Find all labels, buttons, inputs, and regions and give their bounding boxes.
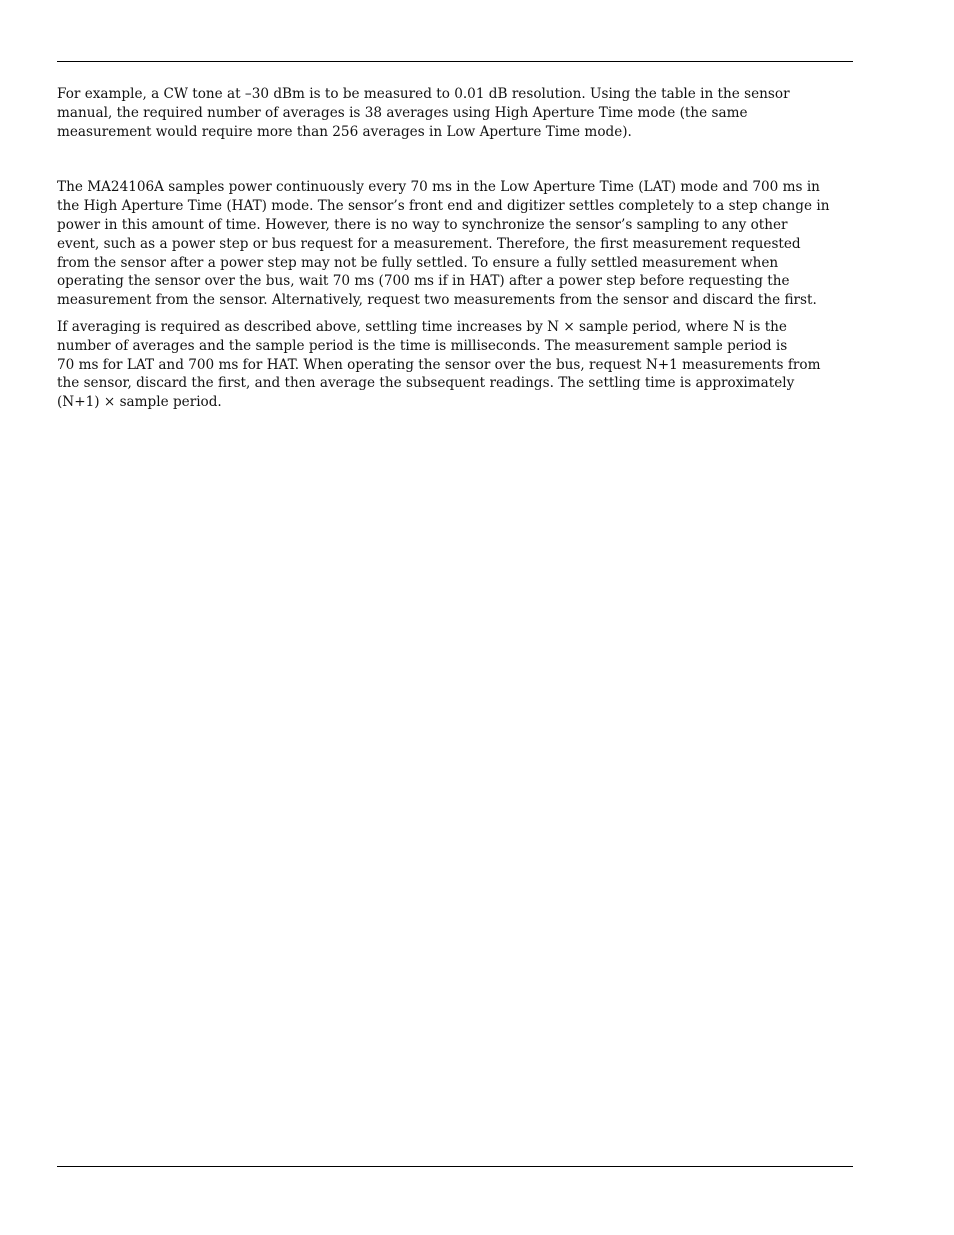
paragraph-line: 70 ms for LAT and 700 ms for HAT. When operating the sensor over the bus, request N+1 measurements from (57, 356, 821, 373)
paragraph-settling-time (57, 318, 857, 412)
paragraph-line: number of averages and the sample period is the time is milliseconds. The measurement sample period is (57, 337, 788, 354)
header-rule (57, 61, 853, 62)
paragraph-line: measurement would require more than 256 averages in Low Aperture Time mode). (57, 123, 632, 140)
paragraph-line: If averaging is required as described above, settling time increases by N × sample period, where N is the (57, 318, 787, 335)
paragraph-line: (N+1) × sample period. (57, 394, 222, 411)
footer-rule (57, 1166, 853, 1167)
paragraph-line: event, such as a power step or bus request for a measurement. Therefore, the first measurement requested (57, 235, 801, 252)
paragraph-line: For example, a CW tone at –30 dBm is to be measured to 0.01 dB resolution. Using the table in the sensor (57, 86, 790, 102)
paragraph-line: from the sensor after a power step may not be fully settled. To ensure a fully settled measurement when (57, 254, 779, 271)
paragraph-line: power in this amount of time. However, there is no way to synchronize the sensor’s sampling to any other (57, 216, 788, 233)
paragraph-line: measurement from the sensor. Alternatively, request two measurements from the sensor and discard the first. (57, 292, 817, 309)
paragraph-line: the sensor, discard the first, and then average the subsequent readings. The settling time is approximately (57, 375, 795, 392)
paragraph-line: manual, the required number of averages is 38 averages using High Aperture Time mode (the same (57, 104, 748, 121)
paragraph-averaging-example (57, 85, 857, 141)
paragraph-sampling (57, 178, 857, 310)
paragraph-line: operating the sensor over the bus, wait 70 ms (700 ms if in HAT) after a power step before requesting the (57, 273, 790, 290)
document-body (57, 85, 857, 412)
paragraph-line: The MA24106A samples power continuously every 70 ms in the Low Aperture Time (LAT) mode and 700 ms in (57, 179, 820, 196)
paragraph-line: the High Aperture Time (HAT) mode. The sensor’s front end and digitizer settles completely to a step change in (57, 198, 830, 215)
